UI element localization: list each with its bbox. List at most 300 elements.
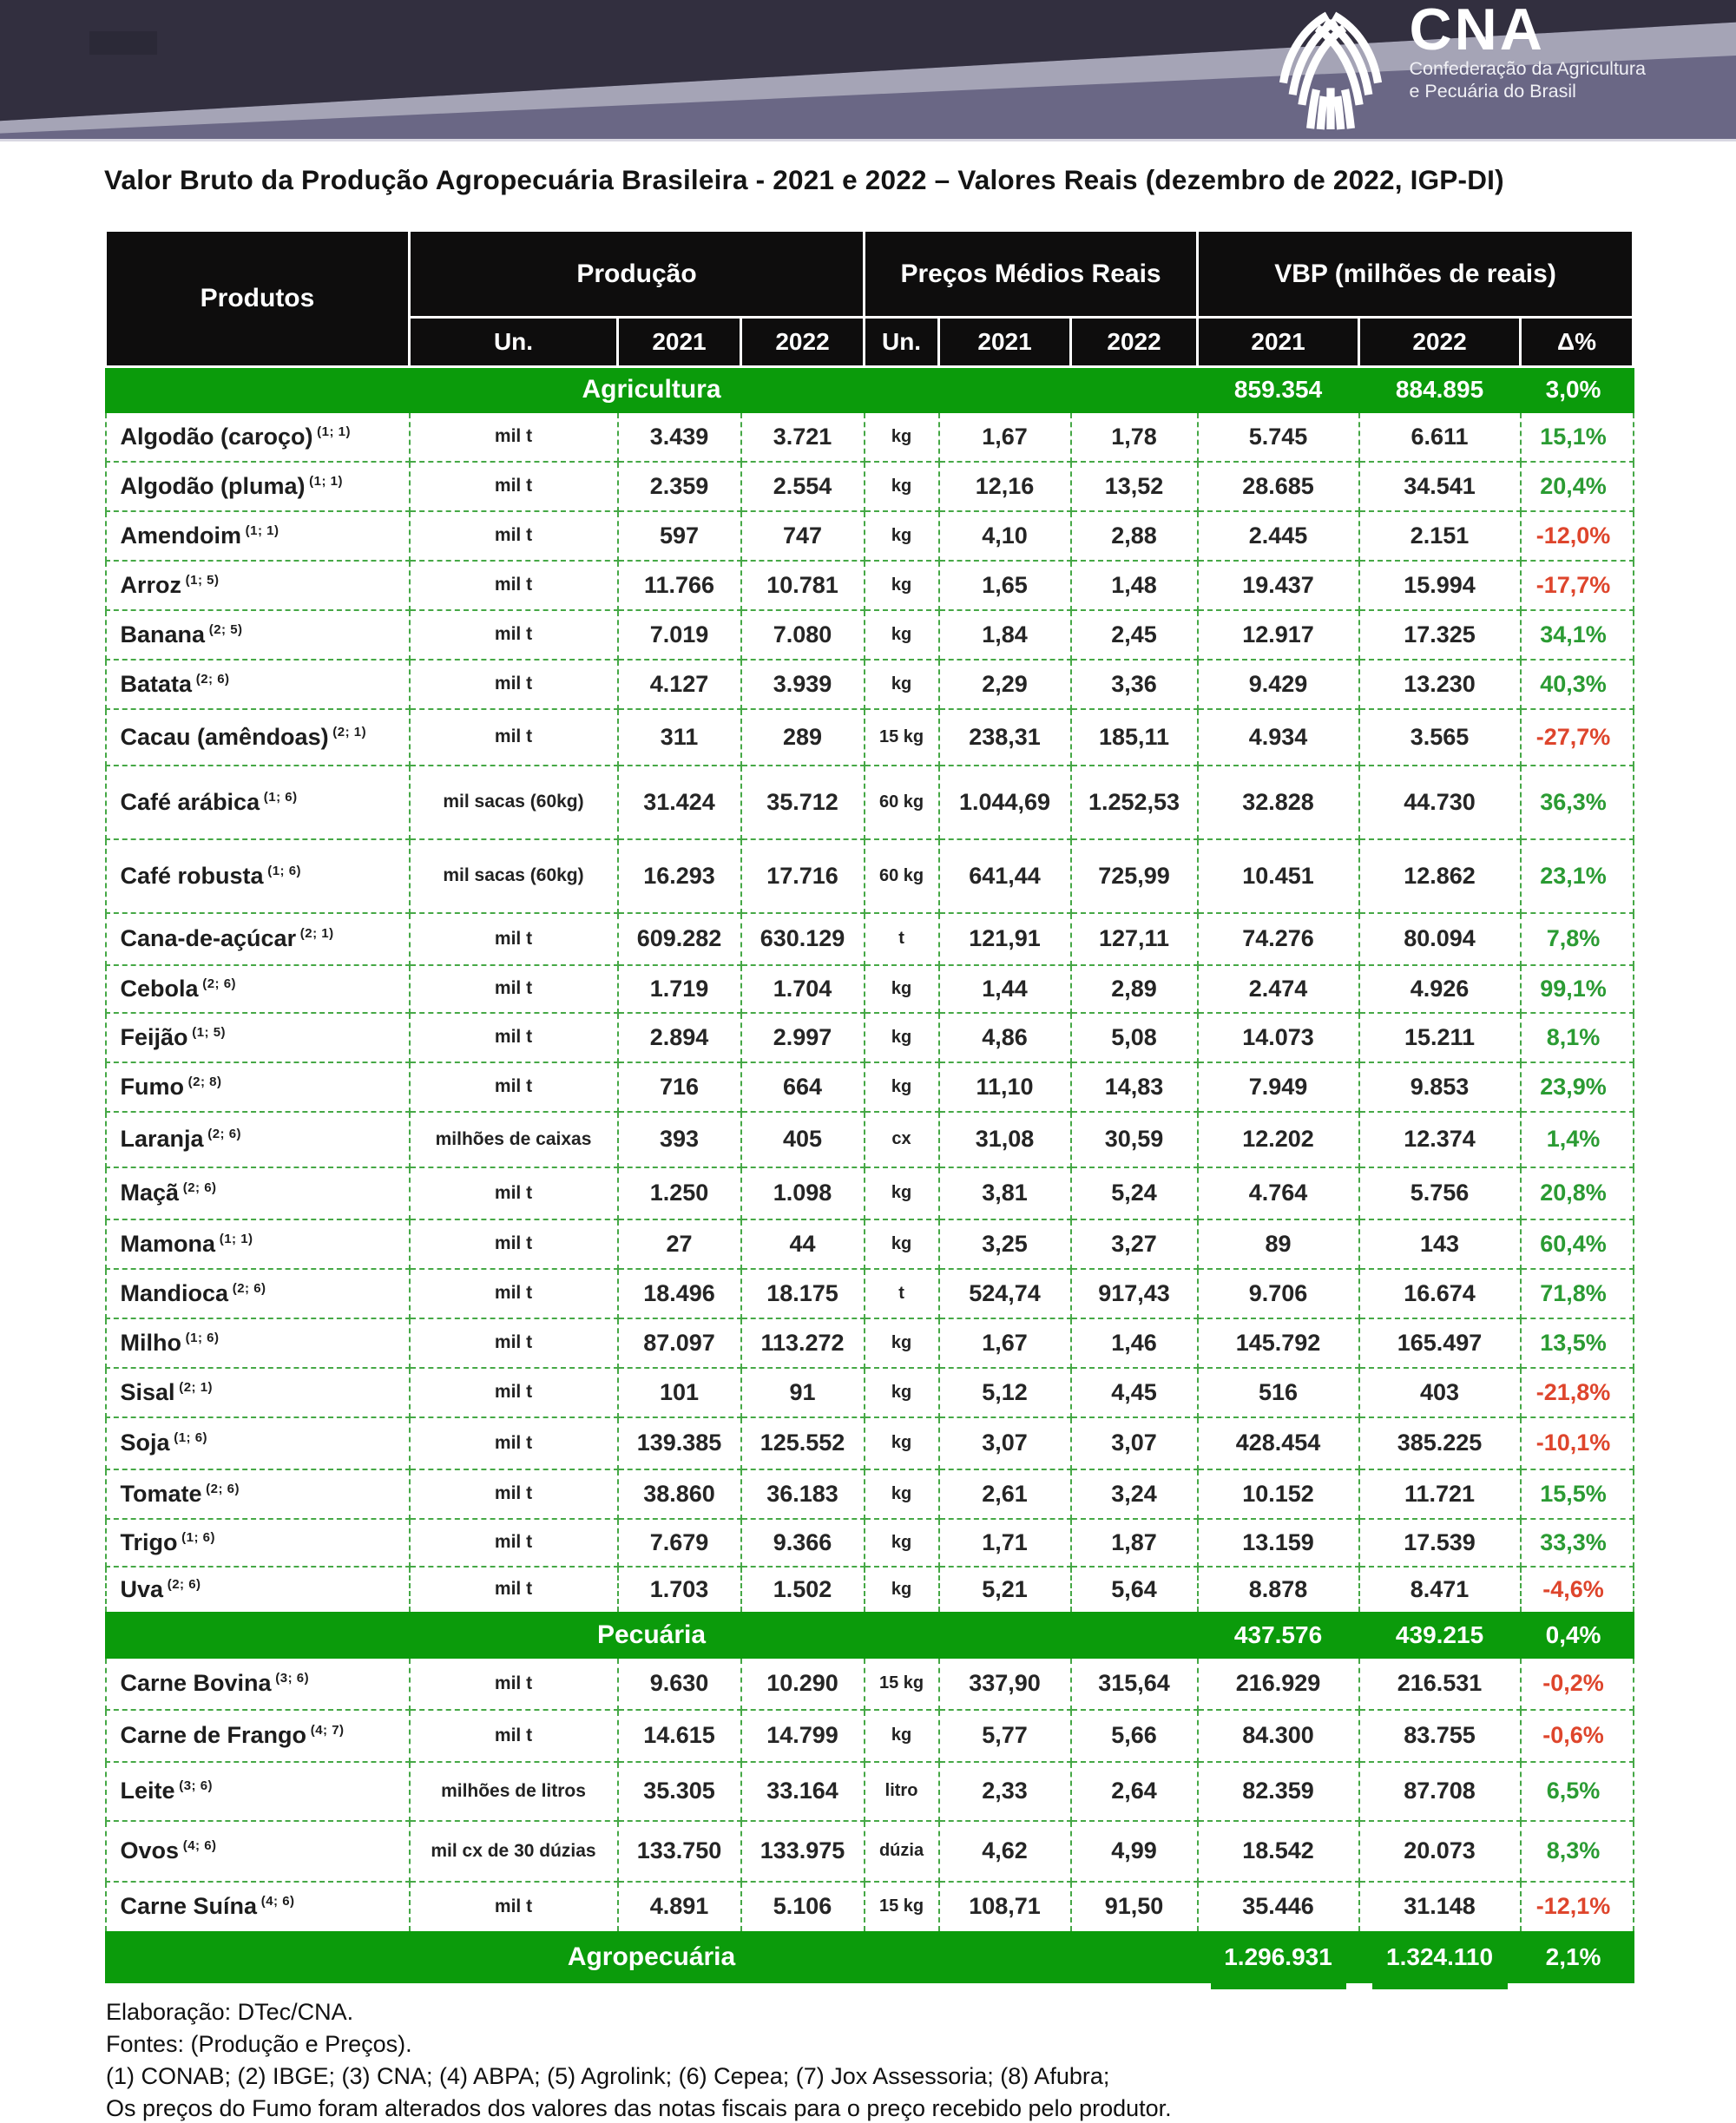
table-row xyxy=(106,1318,1634,1368)
table-row xyxy=(106,1269,1634,1318)
section-vbp-2021: 1.296.931 xyxy=(1198,1932,1359,1982)
section-delta: 3,0% xyxy=(1521,367,1634,412)
price-2021-cell: 108,71 xyxy=(939,1882,1071,1932)
production-2022-cell: 10.781 xyxy=(741,561,865,610)
vbp-2021-cell: 5.745 xyxy=(1198,412,1359,462)
price-2021-cell: 1,44 xyxy=(939,965,1071,1013)
price-2022-cell: 1,48 xyxy=(1071,561,1198,610)
delta-cell: 60,4% xyxy=(1521,1219,1634,1269)
price-2021-cell: 2,29 xyxy=(939,660,1071,709)
delta-cell: 13,5% xyxy=(1521,1318,1634,1368)
price-2021-cell: 1,71 xyxy=(939,1519,1071,1567)
price-2022-cell: 917,43 xyxy=(1071,1269,1198,1318)
price-unit-cell: dúzia xyxy=(865,1821,939,1882)
production-2022-cell: 113.272 xyxy=(741,1318,865,1368)
price-unit-cell: kg xyxy=(865,965,939,1013)
production-2021-cell: 14.615 xyxy=(618,1710,741,1762)
col-header-producao-2021: 2021 xyxy=(618,318,741,367)
section-vbp-2021: 859.354 xyxy=(1198,367,1359,412)
price-2021-cell: 337,90 xyxy=(939,1658,1071,1710)
delta-cell: 33,3% xyxy=(1521,1519,1634,1567)
production-2022-cell: 9.366 xyxy=(741,1519,865,1567)
vbp-2021-cell: 19.437 xyxy=(1198,561,1359,610)
production-unit-cell: mil t xyxy=(410,1219,618,1269)
vbp-2021-cell: 145.792 xyxy=(1198,1318,1359,1368)
page-title: Valor Bruto da Produção Agropecuária Brasileira - 2021 e 2022 – Valores Reais (dezembro de 2022, IGP-DI) xyxy=(104,164,1504,195)
price-2022-cell: 4,99 xyxy=(1071,1821,1198,1882)
production-2021-cell: 11.766 xyxy=(618,561,741,610)
product-cell: Mamona $^{(1; 1)}$ xyxy=(106,1219,410,1269)
table-row xyxy=(106,462,1634,511)
price-2022-cell: 725,99 xyxy=(1071,839,1198,913)
table-row xyxy=(106,709,1634,766)
price-unit-cell: kg xyxy=(865,1368,939,1417)
price-2021-cell: 12,16 xyxy=(939,462,1071,511)
vbp-2021-cell: 10.451 xyxy=(1198,839,1359,913)
price-unit-cell: kg xyxy=(865,511,939,561)
product-cell: Cacau (amêndoas) $^{(2; 1)}$ xyxy=(106,709,410,766)
delta-cell: 6,5% xyxy=(1521,1762,1634,1821)
price-2021-cell: 31,08 xyxy=(939,1112,1071,1167)
delta-cell: 36,3% xyxy=(1521,766,1634,839)
delta-cell: 71,8% xyxy=(1521,1269,1634,1318)
price-2021-cell: 4,62 xyxy=(939,1821,1071,1882)
price-2021-cell: 641,44 xyxy=(939,839,1071,913)
production-2022-cell: 747 xyxy=(741,511,865,561)
footer-sources: Fontes: (Produção e Preços). xyxy=(106,2030,412,2057)
vbp-2022-cell: 87.708 xyxy=(1359,1762,1521,1821)
table-row xyxy=(106,1167,1634,1219)
price-2021-cell: 524,74 xyxy=(939,1269,1071,1318)
product-cell: Feijão $^{(1; 5)}$ xyxy=(106,1013,410,1062)
vbp-table xyxy=(104,229,1634,1983)
price-unit-cell: 60 kg xyxy=(865,766,939,839)
price-2021-cell: 1,84 xyxy=(939,610,1071,660)
table-row xyxy=(106,1013,1634,1062)
price-2022-cell: 5,24 xyxy=(1071,1167,1198,1219)
col-header-producao-2022: 2022 xyxy=(741,318,865,367)
production-2021-cell: 133.750 xyxy=(618,1821,741,1882)
footer-fumo-note: Os preços do Fumo foram alterados dos valores das notas fiscais para o preço recebido pelo produtor. xyxy=(106,2094,1172,2121)
vbp-2022-cell: 20.073 xyxy=(1359,1821,1521,1882)
vbp-2022-cell: 8.471 xyxy=(1359,1567,1521,1613)
vbp-2021-cell: 9.429 xyxy=(1198,660,1359,709)
table-row xyxy=(106,913,1634,965)
delta-cell: 1,4% xyxy=(1521,1112,1634,1167)
product-cell: Trigo $^{(1; 6)}$ xyxy=(106,1519,410,1567)
delta-cell: 34,1% xyxy=(1521,610,1634,660)
price-unit-cell: kg xyxy=(865,1219,939,1269)
production-unit-cell: mil t xyxy=(410,965,618,1013)
production-2022-cell: 664 xyxy=(741,1062,865,1112)
production-unit-cell: mil t xyxy=(410,462,618,511)
production-unit-cell: mil t xyxy=(410,1710,618,1762)
vbp-2022-cell: 165.497 xyxy=(1359,1318,1521,1368)
vbp-2022-cell: 16.674 xyxy=(1359,1269,1521,1318)
production-2021-cell: 101 xyxy=(618,1368,741,1417)
production-2021-cell: 18.496 xyxy=(618,1269,741,1318)
vbp-2022-cell: 12.862 xyxy=(1359,839,1521,913)
product-cell: Tomate $^{(2; 6)}$ xyxy=(106,1469,410,1519)
vbp-2021-cell: 8.878 xyxy=(1198,1567,1359,1613)
product-cell: Sisal $^{(2; 1)}$ xyxy=(106,1368,410,1417)
production-unit-cell: mil sacas (60kg) xyxy=(410,839,618,913)
price-unit-cell: kg xyxy=(865,610,939,660)
vbp-2021-cell: 74.276 xyxy=(1198,913,1359,965)
price-unit-cell: kg xyxy=(865,1567,939,1613)
production-2021-cell: 1.250 xyxy=(618,1167,741,1219)
product-cell: Cana-de-açúcar $^{(2; 1)}$ xyxy=(106,913,410,965)
price-2021-cell: 3,07 xyxy=(939,1417,1071,1469)
vbp-2021-cell: 89 xyxy=(1198,1219,1359,1269)
table-row xyxy=(106,1519,1634,1567)
vbp-2021-cell: 9.706 xyxy=(1198,1269,1359,1318)
vbp-2021-cell: 18.542 xyxy=(1198,1821,1359,1882)
price-2021-cell: 2,33 xyxy=(939,1762,1071,1821)
price-2021-cell: 11,10 xyxy=(939,1062,1071,1112)
cna-logo xyxy=(1265,2,1646,130)
vbp-2021-cell: 4.934 xyxy=(1198,709,1359,766)
production-2022-cell: 3.721 xyxy=(741,412,865,462)
production-2021-cell: 1.719 xyxy=(618,965,741,1013)
header-banner xyxy=(0,0,1736,141)
production-2022-cell: 33.164 xyxy=(741,1762,865,1821)
cna-logo-text xyxy=(1409,2,1646,102)
product-cell: Café robusta $^{(1; 6)}$ xyxy=(106,839,410,913)
vbp-2022-cell: 13.230 xyxy=(1359,660,1521,709)
banner-smudge xyxy=(89,31,157,55)
section-vbp-2022: 1.324.110 xyxy=(1359,1932,1521,1982)
delta-cell: -17,7% xyxy=(1521,561,1634,610)
product-cell: Algodão (pluma) $^{(1; 1)}$ xyxy=(106,462,410,511)
price-2021-cell: 4,10 xyxy=(939,511,1071,561)
table-row xyxy=(106,511,1634,561)
vbp-2021-cell: 4.764 xyxy=(1198,1167,1359,1219)
table-row xyxy=(106,1417,1634,1469)
price-2022-cell: 30,59 xyxy=(1071,1112,1198,1167)
price-2021-cell: 1,67 xyxy=(939,412,1071,462)
price-2021-cell: 5,12 xyxy=(939,1368,1071,1417)
section-label: Pecuária xyxy=(106,1613,1198,1658)
production-unit-cell: milhões de caixas xyxy=(410,1112,618,1167)
price-2022-cell: 2,45 xyxy=(1071,610,1198,660)
table-row xyxy=(106,660,1634,709)
production-unit-cell: mil t xyxy=(410,1269,618,1318)
col-header-vbp-2022: 2022 xyxy=(1359,318,1521,367)
price-2021-cell: 5,77 xyxy=(939,1710,1071,1762)
product-cell: Soja $^{(1; 6)}$ xyxy=(106,1417,410,1469)
production-2021-cell: 716 xyxy=(618,1062,741,1112)
table-row xyxy=(106,412,1634,462)
production-2022-cell: 1.704 xyxy=(741,965,865,1013)
price-unit-cell: t xyxy=(865,913,939,965)
production-2021-cell: 31.424 xyxy=(618,766,741,839)
delta-cell: 15,5% xyxy=(1521,1469,1634,1519)
delta-cell: 8,3% xyxy=(1521,1821,1634,1882)
production-unit-cell: mil t xyxy=(410,412,618,462)
price-unit-cell: cx xyxy=(865,1112,939,1167)
section-delta: 2,1% xyxy=(1521,1932,1634,1982)
delta-cell: 23,1% xyxy=(1521,839,1634,913)
vbp-2022-cell: 15.994 xyxy=(1359,561,1521,610)
logo-subtitle-line2: e Pecuária do Brasil xyxy=(1409,81,1576,102)
col-header-vbp-2021: 2021 xyxy=(1198,318,1359,367)
vbp-2022-cell: 11.721 xyxy=(1359,1469,1521,1519)
production-2022-cell: 44 xyxy=(741,1219,865,1269)
product-cell: Maçã $^{(2; 6)}$ xyxy=(106,1167,410,1219)
price-2021-cell: 1,65 xyxy=(939,561,1071,610)
price-2022-cell: 1.252,53 xyxy=(1071,766,1198,839)
vbp-2021-cell: 35.446 xyxy=(1198,1882,1359,1932)
vbp-2022-cell: 83.755 xyxy=(1359,1710,1521,1762)
production-2022-cell: 18.175 xyxy=(741,1269,865,1318)
vbp-2021-cell: 13.159 xyxy=(1198,1519,1359,1567)
production-2021-cell: 4.127 xyxy=(618,660,741,709)
production-2021-cell: 2.359 xyxy=(618,462,741,511)
production-2022-cell: 14.799 xyxy=(741,1710,865,1762)
product-cell: Carne Bovina $^{(3; 6)}$ xyxy=(106,1658,410,1710)
price-2021-cell: 1,67 xyxy=(939,1318,1071,1368)
delta-cell: -27,7% xyxy=(1521,709,1634,766)
table-row xyxy=(106,1469,1634,1519)
table-row xyxy=(106,1567,1634,1613)
price-2021-cell: 4,86 xyxy=(939,1013,1071,1062)
product-cell: Laranja $^{(2; 6)}$ xyxy=(106,1112,410,1167)
delta-cell: 40,3% xyxy=(1521,660,1634,709)
footer-notes xyxy=(106,1997,1736,2123)
production-2021-cell: 3.439 xyxy=(618,412,741,462)
section-label: Agricultura xyxy=(106,367,1198,412)
delta-cell: -0,2% xyxy=(1521,1658,1634,1710)
price-2022-cell: 315,64 xyxy=(1071,1658,1198,1710)
price-2022-cell: 1,87 xyxy=(1071,1519,1198,1567)
production-unit-cell: mil t xyxy=(410,660,618,709)
price-2021-cell: 121,91 xyxy=(939,913,1071,965)
production-unit-cell: mil t xyxy=(410,1567,618,1613)
vbp-2021-cell: 216.929 xyxy=(1198,1658,1359,1710)
production-2022-cell: 125.552 xyxy=(741,1417,865,1469)
vbp-2021-cell: 14.073 xyxy=(1198,1013,1359,1062)
table-body xyxy=(106,367,1634,1982)
col-group-producao: Produção xyxy=(410,231,865,318)
vbp-2021-cell: 516 xyxy=(1198,1368,1359,1417)
price-2021-cell: 3,25 xyxy=(939,1219,1071,1269)
production-unit-cell: milhões de litros xyxy=(410,1762,618,1821)
product-cell: Café arábica $^{(1; 6)}$ xyxy=(106,766,410,839)
delta-cell: -12,1% xyxy=(1521,1882,1634,1932)
vbp-2022-cell: 385.225 xyxy=(1359,1417,1521,1469)
table-row xyxy=(106,1821,1634,1882)
production-unit-cell: mil t xyxy=(410,511,618,561)
product-cell: Carne Suína $^{(4; 6)}$ xyxy=(106,1882,410,1932)
delta-cell: -4,6% xyxy=(1521,1567,1634,1613)
production-2022-cell: 405 xyxy=(741,1112,865,1167)
production-2021-cell: 87.097 xyxy=(618,1318,741,1368)
price-2022-cell: 2,64 xyxy=(1071,1762,1198,1821)
price-2021-cell: 238,31 xyxy=(939,709,1071,766)
col-header-precos-2021: 2021 xyxy=(939,318,1071,367)
table-header xyxy=(106,231,1634,367)
price-2022-cell: 2,89 xyxy=(1071,965,1198,1013)
section-label: Agropecuária xyxy=(106,1932,1198,1982)
col-group-vbp: VBP (milhões de reais) xyxy=(1198,231,1634,318)
vbp-2022-cell: 3.565 xyxy=(1359,709,1521,766)
price-2022-cell: 1,78 xyxy=(1071,412,1198,462)
production-unit-cell: mil t xyxy=(410,1167,618,1219)
col-header-un-precos: Un. xyxy=(865,318,939,367)
col-header-delta: Δ% xyxy=(1521,318,1634,367)
delta-cell: -12,0% xyxy=(1521,511,1634,561)
table-row xyxy=(106,839,1634,913)
price-unit-cell: 15 kg xyxy=(865,1882,939,1932)
production-2022-cell: 91 xyxy=(741,1368,865,1417)
production-2022-cell: 1.502 xyxy=(741,1567,865,1613)
col-group-precos: Preços Médios Reais xyxy=(865,231,1198,318)
price-unit-cell: kg xyxy=(865,1710,939,1762)
table-row xyxy=(106,766,1634,839)
price-unit-cell: kg xyxy=(865,1013,939,1062)
price-2021-cell: 2,61 xyxy=(939,1469,1071,1519)
vbp-2021-cell: 84.300 xyxy=(1198,1710,1359,1762)
vbp-2021-cell: 12.202 xyxy=(1198,1112,1359,1167)
production-2021-cell: 393 xyxy=(618,1112,741,1167)
price-2021-cell: 1.044,69 xyxy=(939,766,1071,839)
production-2021-cell: 35.305 xyxy=(618,1762,741,1821)
production-2022-cell: 2.554 xyxy=(741,462,865,511)
price-unit-cell: kg xyxy=(865,1318,939,1368)
price-2022-cell: 4,45 xyxy=(1071,1368,1198,1417)
vbp-2022-cell: 9.853 xyxy=(1359,1062,1521,1112)
production-2021-cell: 9.630 xyxy=(618,1658,741,1710)
production-2021-cell: 4.891 xyxy=(618,1882,741,1932)
vbp-2022-cell: 5.756 xyxy=(1359,1167,1521,1219)
production-2021-cell: 27 xyxy=(618,1219,741,1269)
production-2022-cell: 10.290 xyxy=(741,1658,865,1710)
col-header-precos-2022: 2022 xyxy=(1071,318,1198,367)
vbp-2021-cell: 32.828 xyxy=(1198,766,1359,839)
product-cell: Fumo $^{(2; 8)}$ xyxy=(106,1062,410,1112)
table-row xyxy=(106,561,1634,610)
table-row xyxy=(106,1219,1634,1269)
production-2022-cell: 630.129 xyxy=(741,913,865,965)
price-unit-cell: t xyxy=(865,1269,939,1318)
production-2022-cell: 35.712 xyxy=(741,766,865,839)
delta-cell: 99,1% xyxy=(1521,965,1634,1013)
production-unit-cell: mil t xyxy=(410,1417,618,1469)
price-2022-cell: 3,36 xyxy=(1071,660,1198,709)
production-2021-cell: 597 xyxy=(618,511,741,561)
section-row xyxy=(106,1932,1634,1982)
section-vbp-2022: 884.895 xyxy=(1359,367,1521,412)
production-2021-cell: 609.282 xyxy=(618,913,741,965)
vbp-2022-cell: 143 xyxy=(1359,1219,1521,1269)
product-cell: Milho $^{(1; 6)}$ xyxy=(106,1318,410,1368)
production-unit-cell: mil t xyxy=(410,561,618,610)
delta-cell: 23,9% xyxy=(1521,1062,1634,1112)
delta-cell: -10,1% xyxy=(1521,1417,1634,1469)
vbp-2022-cell: 15.211 xyxy=(1359,1013,1521,1062)
vbp-2021-cell: 28.685 xyxy=(1198,462,1359,511)
price-unit-cell: kg xyxy=(865,1417,939,1469)
production-2021-cell: 16.293 xyxy=(618,839,741,913)
section-vbp-2022: 439.215 xyxy=(1359,1613,1521,1658)
production-2021-cell: 7.679 xyxy=(618,1519,741,1567)
product-cell: Banana $^{(2; 5)}$ xyxy=(106,610,410,660)
production-unit-cell: mil t xyxy=(410,913,618,965)
production-unit-cell: mil t xyxy=(410,1469,618,1519)
price-2021-cell: 5,21 xyxy=(939,1567,1071,1613)
price-2022-cell: 127,11 xyxy=(1071,913,1198,965)
vbp-2022-cell: 12.374 xyxy=(1359,1112,1521,1167)
product-cell: Arroz $^{(1; 5)}$ xyxy=(106,561,410,610)
price-unit-cell: kg xyxy=(865,660,939,709)
price-2022-cell: 5,66 xyxy=(1071,1710,1198,1762)
production-2022-cell: 7.080 xyxy=(741,610,865,660)
production-unit-cell: mil cx de 30 dúzias xyxy=(410,1821,618,1882)
production-2022-cell: 5.106 xyxy=(741,1882,865,1932)
production-unit-cell: mil t xyxy=(410,1318,618,1368)
price-unit-cell: kg xyxy=(865,1167,939,1219)
section-row xyxy=(106,1613,1634,1658)
vbp-2021-cell: 7.949 xyxy=(1198,1062,1359,1112)
price-2022-cell: 5,08 xyxy=(1071,1013,1198,1062)
section-row xyxy=(106,367,1634,412)
vbp-2021-cell: 428.454 xyxy=(1198,1417,1359,1469)
price-unit-cell: kg xyxy=(865,1519,939,1567)
vbp-2022-cell: 2.151 xyxy=(1359,511,1521,561)
vbp-2021-cell: 12.917 xyxy=(1198,610,1359,660)
vbp-2021-cell: 82.359 xyxy=(1198,1762,1359,1821)
price-2022-cell: 13,52 xyxy=(1071,462,1198,511)
product-cell: Carne de Frango $^{(4; 7)}$ xyxy=(106,1710,410,1762)
price-2022-cell: 1,46 xyxy=(1071,1318,1198,1368)
table-row xyxy=(106,610,1634,660)
production-2022-cell: 1.098 xyxy=(741,1167,865,1219)
section-delta: 0,4% xyxy=(1521,1613,1634,1658)
production-unit-cell: mil sacas (60kg) xyxy=(410,766,618,839)
production-unit-cell: mil t xyxy=(410,1013,618,1062)
price-2022-cell: 2,88 xyxy=(1071,511,1198,561)
product-cell: Amendoim $^{(1; 1)}$ xyxy=(106,511,410,561)
price-2022-cell: 3,27 xyxy=(1071,1219,1198,1269)
vbp-2021-cell: 10.152 xyxy=(1198,1469,1359,1519)
price-unit-cell: kg xyxy=(865,1062,939,1112)
price-2022-cell: 3,07 xyxy=(1071,1417,1198,1469)
delta-cell: 15,1% xyxy=(1521,412,1634,462)
price-unit-cell: kg xyxy=(865,412,939,462)
production-unit-cell: mil t xyxy=(410,1368,618,1417)
product-cell: Mandioca $^{(2; 6)}$ xyxy=(106,1269,410,1318)
production-unit-cell: mil t xyxy=(410,1882,618,1932)
delta-cell: 20,4% xyxy=(1521,462,1634,511)
wheat-sheaf-icon xyxy=(1265,2,1397,130)
price-2021-cell: 3,81 xyxy=(939,1167,1071,1219)
vbp-2021-cell: 2.474 xyxy=(1198,965,1359,1013)
vbp-2021-cell: 2.445 xyxy=(1198,511,1359,561)
production-2022-cell: 17.716 xyxy=(741,839,865,913)
production-2021-cell: 2.894 xyxy=(618,1013,741,1062)
table-row xyxy=(106,1368,1634,1417)
vbp-2022-cell: 17.325 xyxy=(1359,610,1521,660)
production-2022-cell: 289 xyxy=(741,709,865,766)
table-row xyxy=(106,1882,1634,1932)
table-row xyxy=(106,965,1634,1013)
price-2022-cell: 3,24 xyxy=(1071,1469,1198,1519)
vbp-2022-cell: 6.611 xyxy=(1359,412,1521,462)
logo-acronym: CNA xyxy=(1409,0,1545,62)
vbp-2022-cell: 34.541 xyxy=(1359,462,1521,511)
production-2021-cell: 1.703 xyxy=(618,1567,741,1613)
